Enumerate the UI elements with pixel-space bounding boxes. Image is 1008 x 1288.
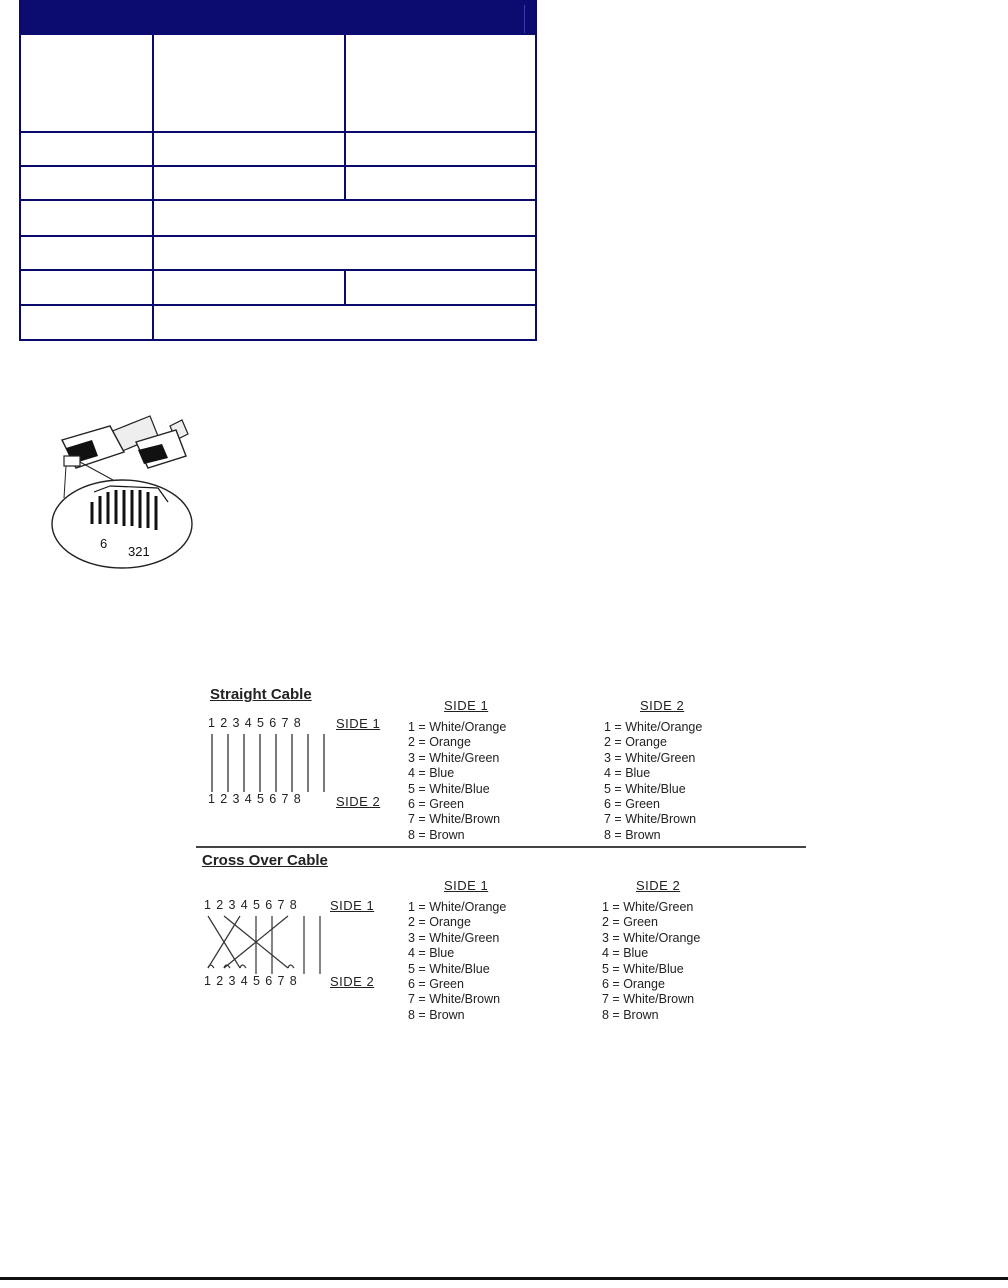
list-item: 7 = White/Brown xyxy=(408,992,501,1007)
list-item: 4 = Blue xyxy=(408,946,455,961)
pin-label-6: 6 xyxy=(100,536,108,551)
list-item: 1 = White/Green xyxy=(602,900,694,914)
list-item: 2 = Orange xyxy=(408,735,471,750)
cross-pins-top: 12345678 xyxy=(204,898,303,912)
straight-pins-top: 12345678 xyxy=(208,716,307,730)
table-header-divider xyxy=(524,5,525,33)
list-item: 1 = White/Orange xyxy=(604,720,703,734)
table-column-rule xyxy=(344,35,346,201)
pin-label-321: 321 xyxy=(128,544,150,559)
list-item: 8 = Brown xyxy=(602,1007,659,1022)
list-item: 8 = Brown xyxy=(604,827,661,842)
table-row-rule xyxy=(21,304,535,306)
list-item: 7 = White/Brown xyxy=(408,812,501,827)
list-item: 2 = Orange xyxy=(604,735,667,750)
table-column-rule xyxy=(152,35,154,339)
table-row-rule xyxy=(21,199,535,201)
list-item: 3 = White/Orange xyxy=(602,930,701,945)
cross-side2-list xyxy=(602,900,700,1023)
list-item: 2 = Orange xyxy=(408,915,471,930)
list-item: 4 = Blue xyxy=(408,766,455,781)
list-item: 7 = White/Brown xyxy=(602,992,695,1007)
list-item: 5 = White/Blue xyxy=(604,781,686,796)
list-item: 5 = White/Blue xyxy=(408,961,490,976)
table-column-rule xyxy=(344,269,346,306)
straight-side2-title: SIDE 2 xyxy=(640,698,685,713)
list-item: 3 = White/Green xyxy=(408,930,500,945)
cross-side1-list xyxy=(408,900,506,1023)
straight-side1-label: SIDE 1 xyxy=(336,716,381,731)
table-row-rule xyxy=(21,165,535,167)
list-item: 1 = White/Orange xyxy=(408,900,507,914)
table-row-rule xyxy=(21,131,535,133)
straight-cable-title: Straight Cable xyxy=(210,686,312,703)
diagram-divider xyxy=(196,846,806,848)
list-item: 5 = White/Blue xyxy=(408,781,490,796)
straight-pins-bottom: 12345678 xyxy=(208,792,307,806)
list-item: 1 = White/Orange xyxy=(408,720,507,734)
straight-side2-label: SIDE 2 xyxy=(336,794,381,809)
list-item: 7 = White/Brown xyxy=(604,812,697,827)
list-item: 3 = White/Green xyxy=(604,750,696,765)
list-item: 4 = Blue xyxy=(602,946,649,961)
straight-side2-list xyxy=(604,720,702,843)
list-item: 6 = Green xyxy=(408,796,464,811)
list-item: 4 = Blue xyxy=(604,766,651,781)
rj45-connector-illustration xyxy=(40,412,210,572)
straight-side1-list xyxy=(408,720,506,843)
list-item: 8 = Brown xyxy=(408,827,465,842)
table-row-rule xyxy=(21,235,535,237)
cross-side2-label: SIDE 2 xyxy=(330,974,375,989)
list-item: 8 = Brown xyxy=(408,1007,465,1022)
spec-table xyxy=(19,0,537,341)
list-item: 6 = Green xyxy=(408,976,464,991)
cross-wires xyxy=(204,914,329,976)
straight-wires xyxy=(208,732,333,794)
list-item: 2 = Green xyxy=(602,915,658,930)
table-row-rule xyxy=(21,269,535,271)
list-item: 5 = White/Blue xyxy=(602,961,684,976)
cross-side2-title: SIDE 2 xyxy=(636,878,681,893)
list-item: 6 = Green xyxy=(604,796,660,811)
page-bottom-rule xyxy=(0,1277,1008,1280)
list-item: 3 = White/Green xyxy=(408,750,500,765)
list-item: 6 = Orange xyxy=(602,976,665,991)
table-header-bar xyxy=(21,0,535,35)
cross-pins-bottom: 12345678 xyxy=(204,974,303,988)
cross-side1-title: SIDE 1 xyxy=(444,878,489,893)
cross-cable-title: Cross Over Cable xyxy=(202,852,328,869)
cross-side1-label: SIDE 1 xyxy=(330,898,375,913)
straight-side1-title: SIDE 1 xyxy=(444,698,489,713)
cable-wiring-diagram xyxy=(196,684,808,1024)
